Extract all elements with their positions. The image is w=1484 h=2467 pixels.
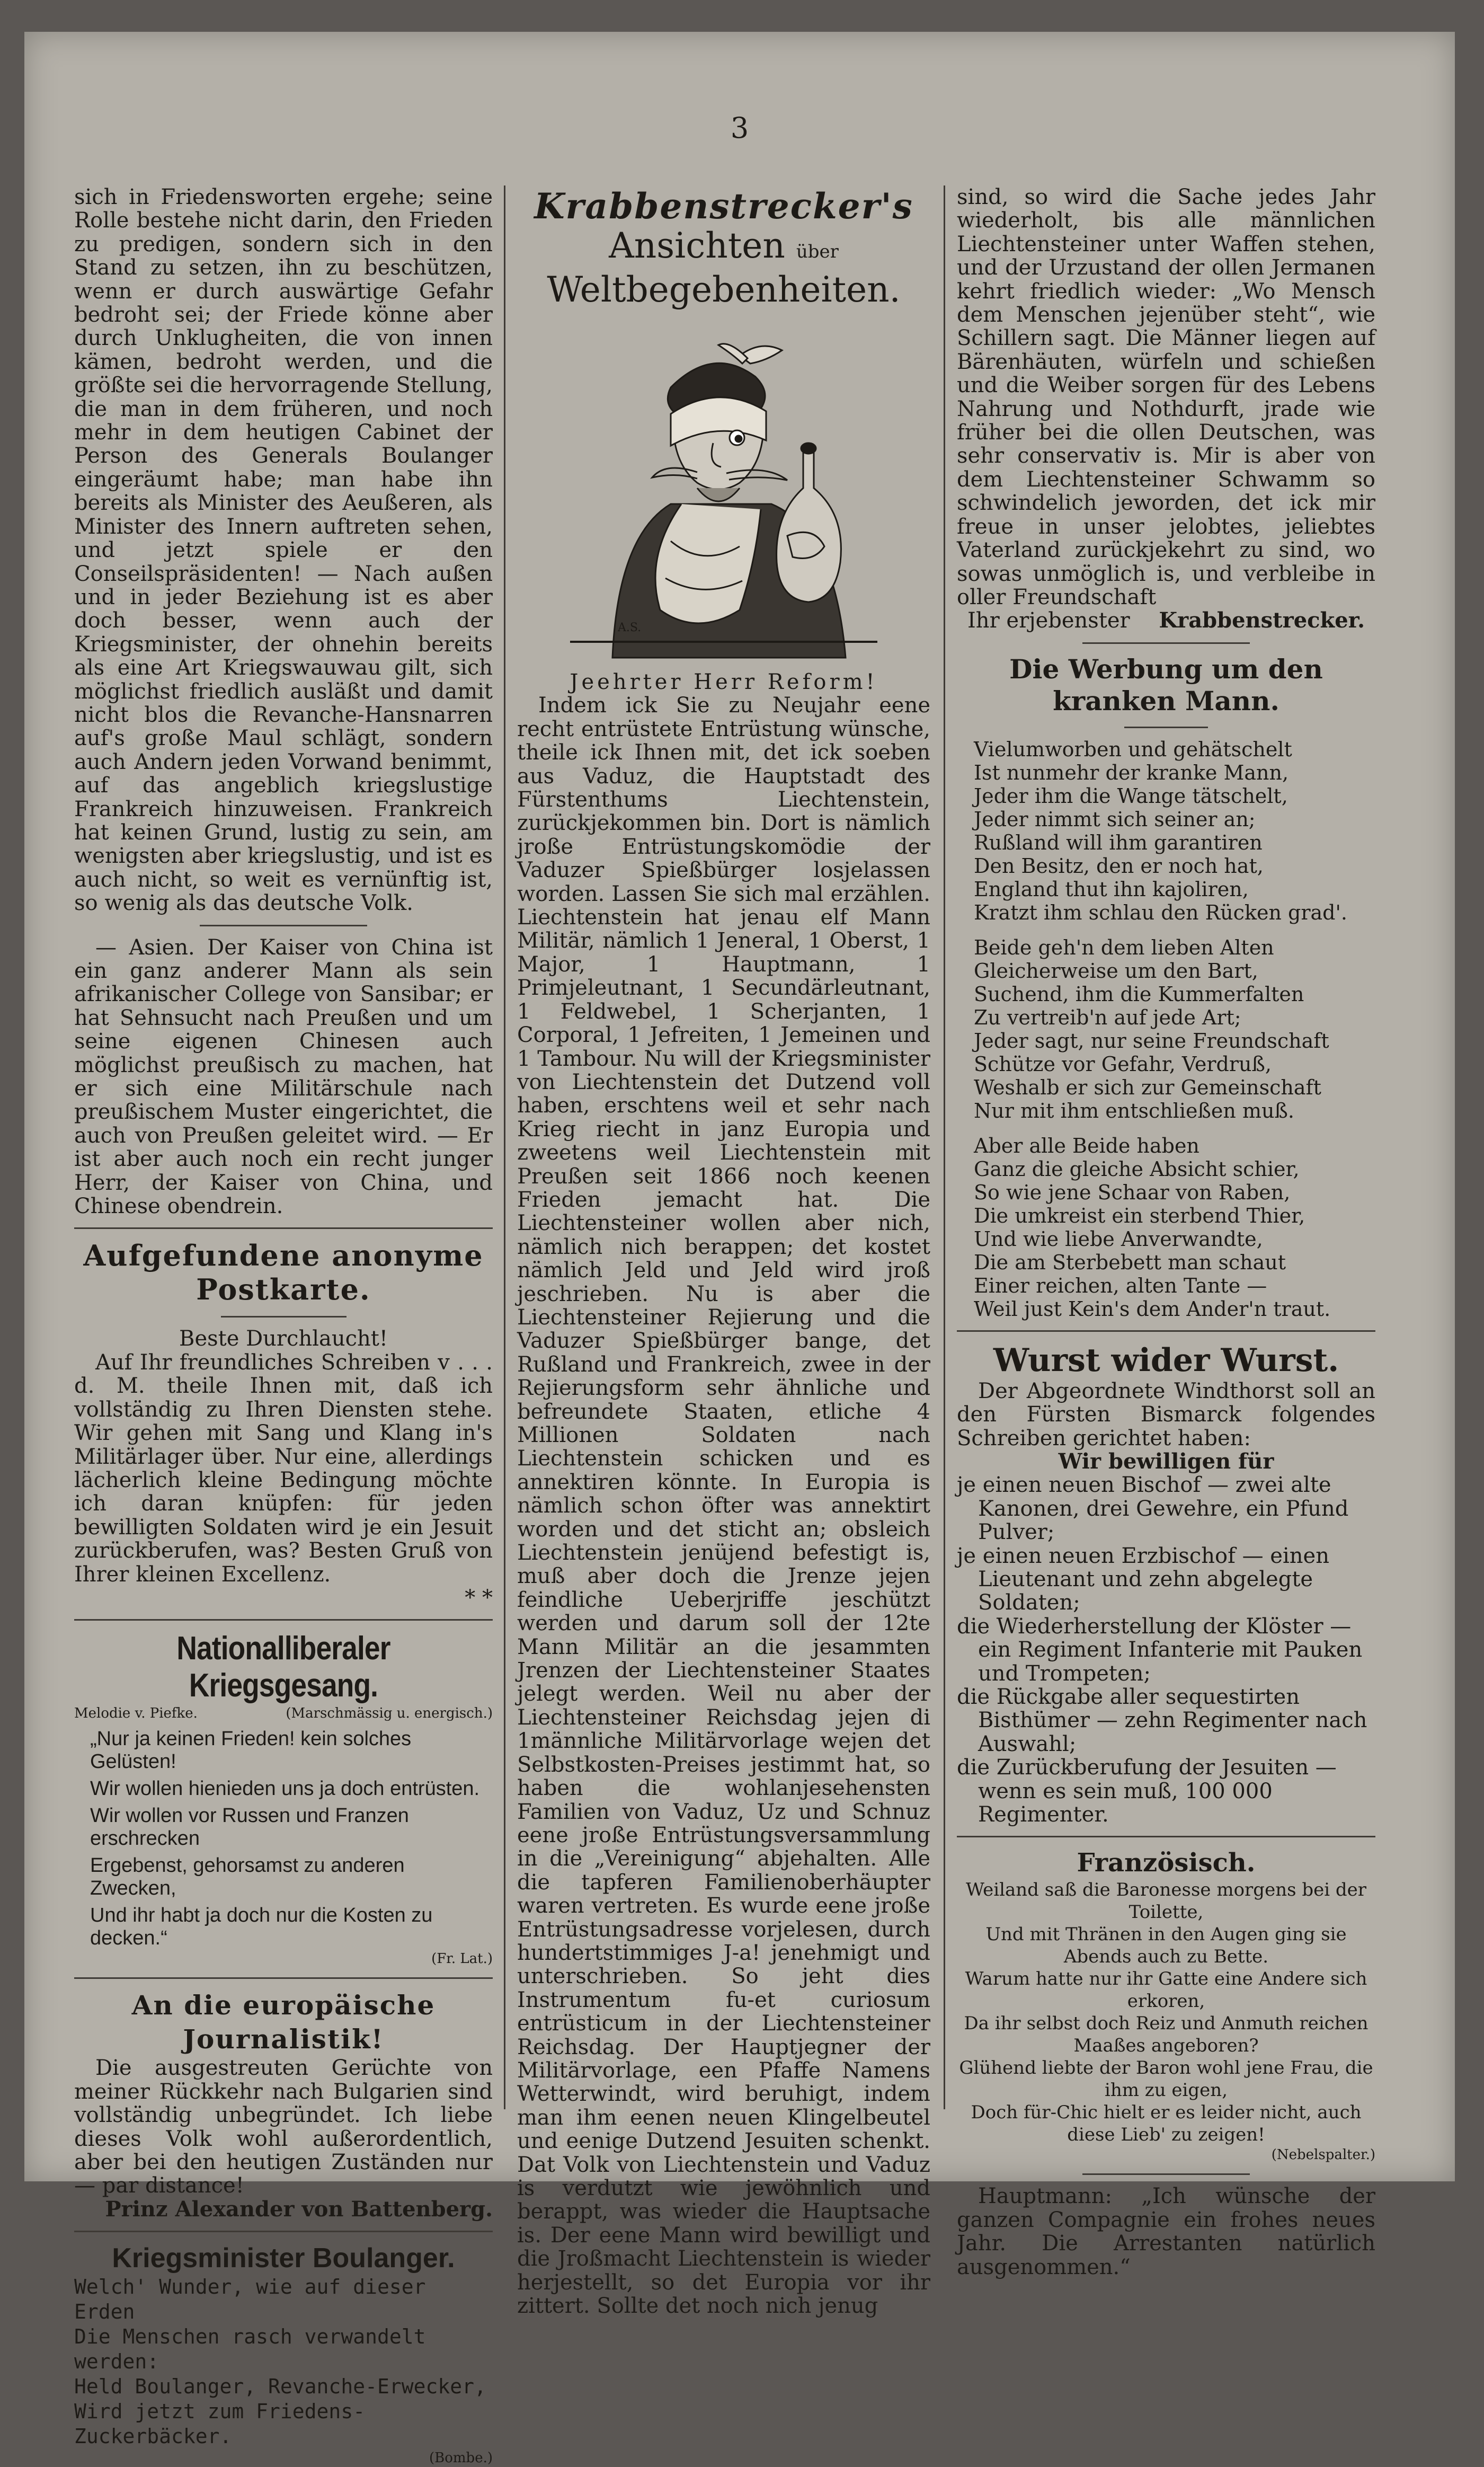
letter-closing: Ihr erjebenster <box>967 608 1130 633</box>
letter-body-continued: sind, so wird die Sache jedes Jahr wiederholt, bis alle männlichen Liechtensteiner unter Waffen stehen, und der Urzustand der ollen Jermanen kehrt friedlich wieder: „Wo Mensch dem Menschen jejenüber steht“, wie Schillern sagt. Die Männer liegen auf Bärenhäuten, würfeln und schießen und die Weiber sorgen für des Lebens Nahrung und Nothdurft, jrade wie früher bei die ollen Deutschen, was sehr conservativ is. Mir is aber von dem Liechtensteiner Schwamm so schwindelich jeworden, det ick mir freue in unser jelobtes, jeliebtes Vaterland zurückjekehrt zu sind, wo sowas unmöglich is, und verbleibe in oller Freundschaft <box>957 185 1375 609</box>
poem-line: Gleicherweise um den Bart, <box>974 959 1258 983</box>
franz-poem <box>957 1879 1375 2146</box>
franz-title: Französisch. <box>1077 1848 1256 1878</box>
wurst-title: Wurst wider Wurst. <box>993 1341 1339 1379</box>
poem-line: England thut ihn kajoliren, <box>974 877 1249 901</box>
poem-line: Ganz die gleiche Absicht schier, <box>974 1157 1300 1181</box>
poem-line: Weil just Kein's dem Ander'n traut. <box>974 1297 1331 1321</box>
list-item: die Zurückberufung der Jesuiten — wenn es sein muß, 100 000 Regimenter. <box>957 1755 1337 1827</box>
postcard-body: Auf Ihr freundliches Schreiben v . . . d. M. theile Ihnen mit, daß ich vollständig zu Ihren Diensten stehe. Wir gehen mit Sang und Klang in's Militärlager über. Nur eine, allerdings lächerlich kleine Bedingung möchte ich daran knüpfen: für jeden bewilligten Soldaten wird je ein Jesuit zurückberufen, was? Besten Gruß von Ihrer kleinen Excellenz. <box>74 1350 493 1587</box>
article-asia: — Asien. Der Kaiser von China ist ein ganz anderer Mann als sein afrikanischer College von Sansibar; er hat Sehnsucht nach Preußen und um seine eigenen Chinesen auch möglichst preußisch zu machen, hat er sich eine Militärschule nach preußischem Muster eingerichtet, die auch von Preußen geleitet wird. — Er ist aber auch noch ein recht junger Herr, der Kaiser von China, und Chinese obendrein. <box>74 935 493 1219</box>
poem-line: Welch' Wunder, wie auf dieser Erden <box>74 2275 426 2324</box>
letter-salutation: Jeehrter Herr Reform! <box>570 670 878 694</box>
nl-poem <box>74 1728 493 1950</box>
subtitle-part: über <box>796 241 839 262</box>
poem-line: Die Menschen rasch verwandelt werden: <box>74 2325 426 2374</box>
nl-title: Nationalliberaler Kriegsgesang. <box>176 1630 390 1704</box>
list-item: die Wiederherstellung der Klöster — ein Regiment Infanterie mit Pauken und Trompeten; <box>957 1614 1363 1686</box>
divider <box>74 1977 493 1979</box>
divider <box>957 1836 1375 1837</box>
poem-line: Vielumworben und gehätschelt <box>974 737 1292 761</box>
krabben-subtitle <box>517 227 930 309</box>
journalism-body: Die ausgestreuten Gerüchte von meiner Rückkehr nach Bulgarien sind vollständig unbegründet. Ich liebe dieses Volk wohl außerordentlich, aber bei den heutigen Zuständen nur — par distance! <box>74 2056 493 2198</box>
divider <box>200 925 367 926</box>
krabbenstrecker-illustration <box>538 313 909 663</box>
poem-line: Die umkreist ein sterbend Thier, <box>974 1204 1305 1227</box>
subtitle-part: Ansichten <box>609 225 785 266</box>
wurst-intro: Der Abgeordnete Windthorst soll an den Fürsten Bismarck folgendes Schreiben gerichtet haben: <box>957 1378 1375 1451</box>
poem-line: So wie jene Schaar von Raben, <box>974 1180 1291 1204</box>
divider <box>74 1619 493 1621</box>
postcard-salutation: Beste Durchlaucht! <box>179 1327 388 1351</box>
nl-melody-line <box>74 1704 493 1722</box>
poem-line: Weshalb er sich zur Gemeinschaft <box>974 1075 1321 1099</box>
poem-line: Schütze vor Gefahr, Verdruß, <box>974 1052 1272 1076</box>
poem-line: Beide geh'n dem lieben Alten <box>974 935 1274 959</box>
nl-melody: Melodie v. Piefke. <box>74 1705 198 1722</box>
poem-line: Nur mit ihm entschließen muß. <box>974 1099 1294 1122</box>
letter-body: Indem ick Sie zu Neujahr eene recht entrüstete Entrüstung wünsche, theile ick Ihnen mit, det ick soeben aus Vaduz, die Hauptstadt des Fürstenthums Liechtenstein, zurückjekommen bin. Dort is nämlich jroße Entrüstungskomödie der Vaduzer Spießbürger losjelassen worden. Lassen Sie sich mal erzählen. Liechtenstein hat jenau elf Mann Militär, nämlich 1 Jeneral, 1 Oberst, 1 Major, 1 Hauptmann, 1 Primjeleutnant, 1 Secundärleutnant, 1 Feldwebel, 1 Scherjanten, 1 Corporal, 1 Jefreiten, 1 Jemeinen und 1 Tambour. Nu will der Kriegsminister von Liechtenstein det Dutzend voll haben, erschtens weil et sehr nach Krieg riecht in janz Europia und zweetens weil Liechtenstein mit Preußen seit 1866 noch keenen Frieden jemacht hat. Die Liechtensteiner wollen aber nich, nämlich nich berappen; det kostet nämlich Jeld und Jeld wird jroß jeschrieben. Nu is aber die Liechtensteiner Rejierung und die Vaduzer Spießbürger bange, det Rußland und Frankreich, zwee in der Rejierungsform sehr ähnliche und befreundete Staaten, etliche 4 Millionen Soldaten nach Liechtenstein schicken und es annektiren könnte. In Europia is nämlich schon öfter was annektirt worden und det sticht an; obsleich Liechtenstein jenüjend befestigt is, muß aber doch die Jrenze jejen feindliche Ueberjriffe jeschützt werden und darum soll der 12te Mann Militär an die jesammten Jrenzen der Liechtensteiner Staates jelegt werden. Weil nu aber der Liechtensteiner Reichsdag jejen di 1männliche Militärvorlage wejen det Selbstkosten-Preises jestimmt hat, so haben die wohlanjesehensten Familien von Vaduz, Uz und Schnuz eene jroße Entrüstungsversammlung in die „Vereinigung“ abjehalten. Alle die tapferen Familienoberhäupter waren vertreten. Es wurde eene jroße Entrüstungsadresse vorjelesen, durch hundertstimmiges J-a! jenehmigt und unterschrieben. So jeht dies Instrumentum fu-et curiosum entrüsticum in der Liechtensteiner Reichsdag. Der Hauptjegner der Militärvorlage, een Pfaffe Namens Wetterwindt, wird beruhigt, indem man ihm eenen neuen Klingelbeutel und eenige Dutzend Jesuiten schenkt. Dat Volk von Liechtenstein und Vaduz is verdutzt wie jewöhnlich und berappt, was wieder die Hauptsache is. Der eene Mann wird bewilligt und die Jroßmacht Liechtenstein is wieder herjestellt, so det Europia vor ihr zittert. Sollte det noch nich jenug <box>517 693 930 2319</box>
divider <box>957 1330 1375 1332</box>
poem-line: Und mit Thränen in den Augen ging sie Abends auch zu Bette. <box>985 1924 1347 1968</box>
journalism-sign: Prinz Alexander von Battenberg. <box>105 2196 493 2222</box>
poem-line: Wir wollen hienieden uns ja doch entrüsten. <box>90 1778 480 1800</box>
divider <box>221 1316 346 1317</box>
list-item: je einen neuen Bischof — zwei alte Kanonen, drei Gewehre, ein Pfund Pulver; <box>957 1473 1349 1545</box>
poem-line: Und wie liebe Anverwandte, <box>974 1227 1263 1251</box>
poem-line: Die am Sterbebett man schaut <box>974 1250 1286 1274</box>
column-rule <box>944 185 945 2109</box>
illustration-signature: A.S. <box>618 621 642 634</box>
boulanger-poem <box>74 2275 493 2449</box>
poem-line: Aber alle Beide haben <box>974 1134 1199 1157</box>
poem-line: Jeder ihm die Wange tätschelt, <box>974 784 1288 808</box>
divider <box>74 1227 493 1229</box>
poem-line: Wird jetzt zum Friedens-Zuckerbäcker. <box>74 2400 366 2448</box>
nl-tempo: (Marschmässig u. energisch.) <box>286 1705 493 1722</box>
poem-line: Und ihr habt ja doch nur die Kosten zu decken.“ <box>90 1904 433 1950</box>
subtitle-part: Weltbegebenheiten. <box>547 269 901 310</box>
poem-line: Einer reichen, alten Tante — <box>974 1274 1267 1297</box>
column-left <box>74 185 493 2467</box>
poem-line: Doch für-Chic hielt er es leider nicht, auch diese Lieb' zu zeigen! <box>971 2102 1362 2146</box>
franz-source: (Nebelspalter.) <box>1271 2147 1375 2163</box>
poem-line: Zu vertreib'n auf jede Art; <box>974 1005 1241 1029</box>
list-item: je einen neuen Erzbischof — einen Lieutenant und zehn abgelegte Soldaten; <box>957 1543 1329 1615</box>
newspaper-page <box>24 32 1455 2466</box>
column-middle <box>517 185 930 2318</box>
list-item: die Rückgabe aller sequestirten Bisthümer — zehn Regimenter nach Auswahl; <box>957 1685 1367 1756</box>
poem-line: Kratzt ihm schlau den Rücken grad'. <box>974 900 1348 924</box>
werbung-title: Die Werbung um den kranken Mann. <box>1009 653 1323 717</box>
divider <box>1082 2173 1250 2175</box>
poem-line: Warum hatte nur ihr Gatte eine Andere sich erkoren, <box>965 1968 1367 2012</box>
poem-line: Den Besitz, den er noch hat, <box>974 854 1264 878</box>
article-continuation: sich in Friedensworten ergehe; seine Rolle bestehe nicht darin, den Frieden zu predigen, sondern sich in den Stand zu setzen, ihn zu beschützen, wenn er durch auswärtige Gefahr bedroht sei; der Friede könne aber durch Unklugheiten, die von innen kämen, bedroht werden, und die größte sei die hervorragende Stellung, die man in dem früheren, und noch mehr in dem heutigen Cabinet der Person des Generals Boulanger eingeräumt habe; man habe ihn bereits als Minister des Aeußeren, als Minister des Innern auftreten sehen, und jetzt spiele er den Conseilspräsidenten! — Nach außen und in jeder Beziehung ist es aber doch besser, wenn auch der Kriegsminister, der ohnehin bereits als eine Art Kriegswauwau gilt, sich möglichst friedlich ausläßt und damit nicht blos die Revanche-Hansnarren auf's große Maul schlägt, sondern auch Andern jeden Vorwand benimmt, auf das angeblich kriegslustige Frankreich hinzuweisen. Frankreich hat keinen Grund, lustig zu sein, am wenigsten aber kriegslustig, und ist es auch nicht, so weit es vernünftig ist, so wenig als das deutsche Volk. <box>74 185 493 916</box>
poem-line: Wir wollen vor Russen und Franzen erschrecken <box>90 1805 409 1850</box>
poem-line: „Nur ja keinen Frieden! kein solches Gelüsten! <box>90 1728 412 1773</box>
boulanger-title: Kriegsminister Boulanger. <box>112 2243 455 2274</box>
boulanger-source: (Bombe.) <box>429 2450 493 2466</box>
wurst-heading: Wir bewilligen für <box>1058 1448 1274 1474</box>
poem-line: Weiland saß die Baronesse morgens bei der Toilette, <box>965 1879 1367 1923</box>
poem-line: Ergebenst, gehorsamst zu anderen Zwecken, <box>90 1854 405 1900</box>
column-rule <box>504 185 505 2109</box>
wurst-list <box>957 1473 1375 1826</box>
hauptmann-joke: Hauptmann: „Ich wünsche der ganzen Compagnie ein frohes neues Jahr. Die Arrestanten natürlich ausgenommen.“ <box>957 2184 1375 2279</box>
letter-closing-line <box>957 609 1375 632</box>
postcard-title: Aufgefundene anonyme Postkarte. <box>83 1239 484 1307</box>
poem-line: Suchend, ihm die Kummerfalten <box>974 982 1304 1006</box>
werbung-poem <box>957 738 1375 1321</box>
letter-signature: Krabbenstrecker. <box>1159 608 1365 633</box>
page-number: 3 <box>730 111 749 145</box>
poem-line: Rußland will ihm garantiren <box>974 830 1263 854</box>
poem-line: Jeder sagt, nur seine Freundschaft <box>974 1029 1329 1053</box>
poem-line: Ist nunmehr der kranke Mann, <box>974 761 1289 784</box>
divider <box>1124 727 1208 728</box>
divider <box>74 2231 493 2232</box>
column-right <box>957 185 1375 2279</box>
krabben-title: Krabbenstrecker's <box>534 185 913 227</box>
poem-line: Glühend liebte der Baron wohl jene Frau, die ihm zu eigen, <box>959 2057 1373 2101</box>
poem-line: Da ihr selbst doch Reiz und Anmuth reichen Maaßes angeboren? <box>964 2013 1369 2057</box>
journalism-title: An die europäische Journalistik! <box>131 1989 436 2055</box>
postcard-sign: * * <box>465 1585 493 1610</box>
poem-line: Jeder nimmt sich seiner an; <box>974 807 1256 831</box>
divider <box>1082 642 1250 644</box>
poem-line: Held Boulanger, Revanche-Erwecker, <box>74 2375 486 2399</box>
nl-source: (Fr. Lat.) <box>431 1951 493 1967</box>
